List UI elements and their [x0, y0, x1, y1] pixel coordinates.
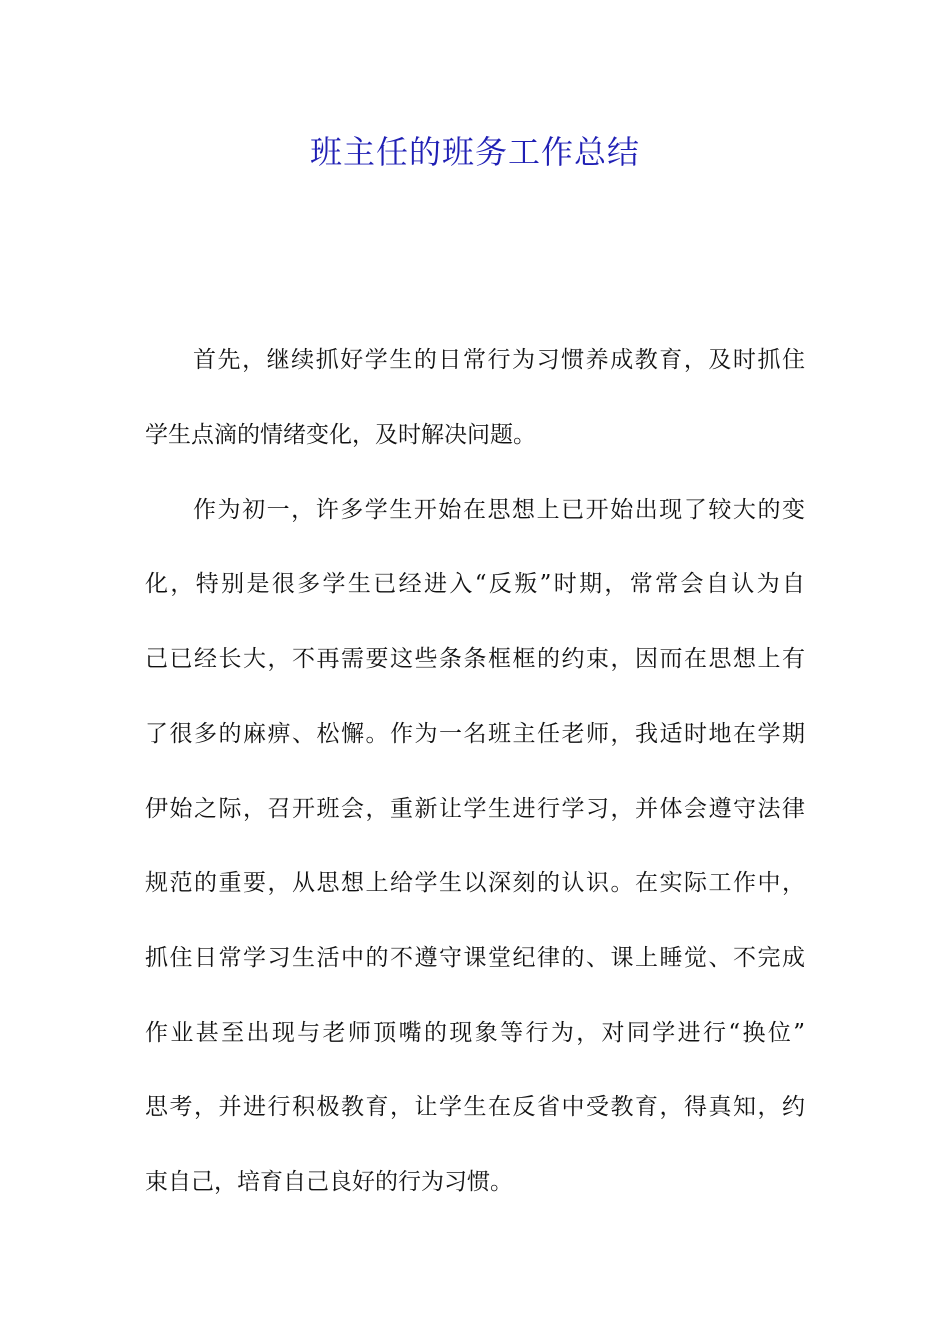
paragraph-2-line-2: 化，特别是很多学生已经进入“反叛”时期，常常会自认为自: [145, 571, 805, 597]
paragraph-2-line-6: 规范的重要，从思想上给学生以深刻的认识。在实际工作中，: [145, 870, 805, 896]
paragraph-2-line-3: 己已经长大，不再需要这些条条框框的约束，因而在思想上有: [145, 646, 805, 672]
paragraph-2-line-10: 束自己，培育自己良好的行为习惯。: [145, 1169, 513, 1195]
paragraph-2-line-7: 抓住日常学习生活中的不遵守课堂纪律的、课上睡觉、不完成: [145, 945, 805, 971]
paragraph-2-line-9: 思考，并进行积极教育，让学生在反省中受教育，得真知，约: [145, 1094, 805, 1120]
paragraph-1-line-1: 首先，继续抓好学生的日常行为习惯养成教育，及时抓住: [193, 347, 805, 373]
document-title: 班主任的班务工作总结: [309, 133, 640, 171]
paragraph-2-line-5: 伊始之际，召开班会，重新让学生进行学习，并体会遵守法律: [145, 796, 805, 822]
paragraph-1-line-2: 学生点滴的情绪变化，及时解决问题。: [145, 422, 536, 448]
paragraph-2-line-1: 作为初一，许多学生开始在思想上已开始出现了较大的变: [193, 497, 805, 523]
paragraph-2-line-8: 作业甚至出现与老师顶嘴的现象等行为，对同学进行“换位”: [145, 1020, 805, 1046]
paragraph-2-line-4: 了很多的麻痹、松懈。作为一名班主任老师，我适时地在学期: [145, 721, 805, 747]
